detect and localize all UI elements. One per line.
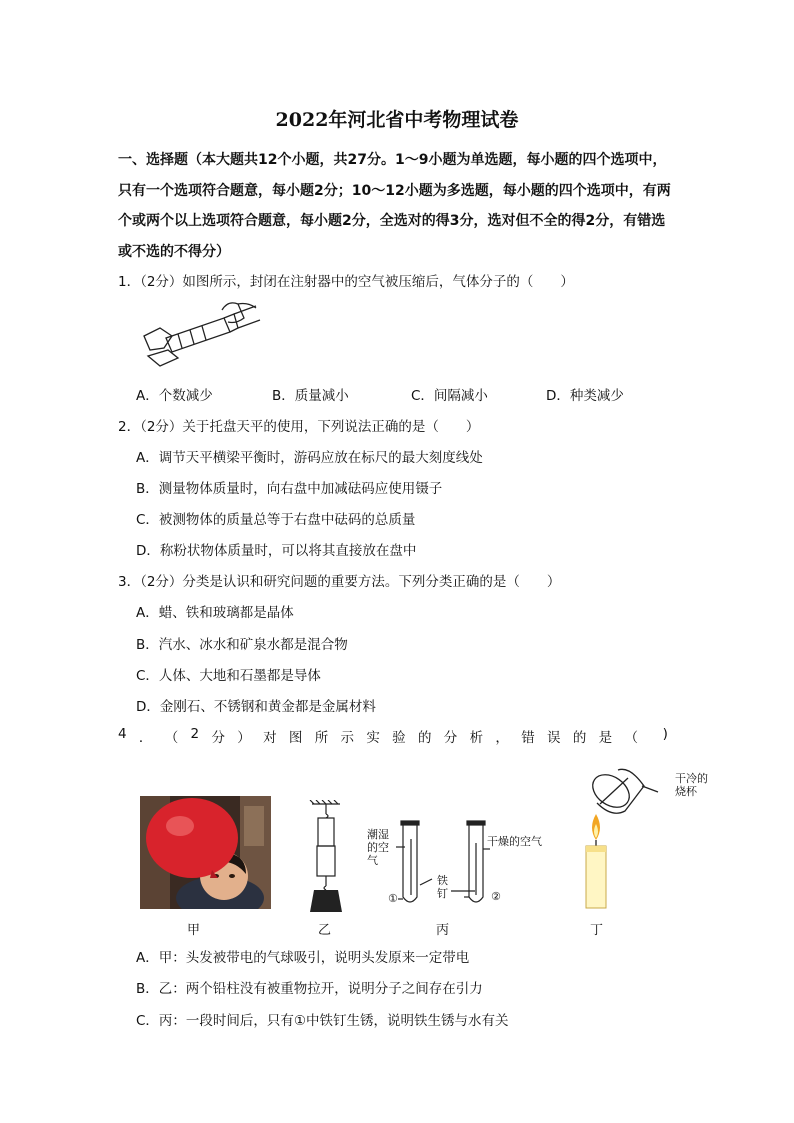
question-1-option-c: C．间隔减小 — [411, 388, 488, 404]
question-3-option-a: A．蜡、铁和玻璃都是晶体 — [136, 605, 294, 621]
humid-air-label: 潮湿的空气 — [367, 828, 389, 867]
q4-stem-char: （ — [624, 730, 638, 746]
question-2-stem: 2．（2分）关于托盘天平的使用，下列说法正确的是（ ） — [118, 419, 480, 435]
question-2-option-c: C．被测物体的质量总等于右盘中砝码的总质量 — [136, 512, 416, 528]
q4-stem-char: 示 — [340, 730, 354, 746]
figure-label-bing: 丙 — [436, 923, 450, 938]
q4-stem-char: 图 — [288, 730, 303, 746]
q4-stem-char: 误 — [547, 730, 561, 746]
question-2-option-b: B．测量物体质量时，向右盘中加减砝码应使用镊子 — [136, 481, 443, 497]
q4-stem-char: 的 — [572, 730, 587, 746]
q4-stem-char: 析 — [469, 730, 484, 746]
question-4-option-b: B．乙：两个铅柱没有被重物拉开，说明分子之间存在引力 — [136, 981, 483, 997]
question-4-option-a: A．甲：头发被带电的气球吸引，说明头发原来一定带电 — [136, 950, 470, 966]
question-3-option-b: B．汽水、冰水和矿泉水都是混合物 — [136, 637, 348, 653]
cold-beaker-label: 干冷的烧杯 — [675, 772, 708, 798]
q4-stem-char: ， — [495, 730, 509, 746]
question-4-option-c: C．丙：一段时间后，只有①中铁钉生锈，说明铁生锈与水有关 — [136, 1013, 509, 1029]
question-3-stem: 3．（2分）分类是认识和研究问题的重要方法。下列分类正确的是（ ） — [118, 574, 561, 590]
q4-stem-char: 错 — [521, 730, 535, 746]
q4-stem-char: 分 — [211, 730, 225, 746]
q4-stem-char: 对 — [263, 730, 277, 746]
q4-stem-char: ） — [237, 730, 251, 746]
tube-2-label: ② — [491, 890, 501, 903]
question-2-option-a: A．调节天平横梁平衡时，游码应放在标尺的最大刻度线处 — [136, 450, 483, 466]
question-3-option-c: C．人体、大地和石墨都是导体 — [136, 668, 321, 684]
candle-beaker-figure — [578, 756, 678, 916]
figure-label-ding: 丁 — [590, 923, 604, 938]
syringe-figure — [138, 298, 263, 370]
test-tubes-figure — [380, 815, 525, 915]
q4-stem-char: 的 — [417, 730, 432, 746]
nail-label: 铁钉 — [437, 874, 448, 900]
question-1-option-d: D．种类减少 — [546, 388, 624, 404]
q4-stem-char: 验 — [392, 730, 406, 746]
dry-air-label: 干燥的空气 — [487, 835, 542, 848]
q4-stem-char: 2 — [190, 726, 200, 742]
question-1-option-a: A．个数减少 — [136, 388, 213, 404]
question-3-option-d: D．金刚石、不锈钢和黄金都是金属材料 — [136, 699, 376, 715]
q4-stem-char: 分 — [443, 730, 458, 746]
q4-stem-char: ． — [138, 730, 153, 746]
lead-columns-figure — [308, 800, 344, 914]
question-1-option-b: B．质量减小 — [272, 388, 349, 404]
question-4-stem — [118, 726, 668, 746]
q4-stem-char: 所 — [314, 730, 329, 746]
question-1-stem: 1．（2分）如图所示，封闭在注射器中的空气被压缩后，气体分子的（ ） — [118, 274, 574, 290]
q4-stem-char: （ — [164, 730, 179, 746]
page-title: 2022年河北省中考物理试卷 — [275, 109, 519, 131]
tube-1-label: ① — [388, 892, 398, 905]
question-2-option-d: D．称粉状物体质量时，可以将其直接放在盘中 — [136, 543, 417, 559]
q4-stem-char: 4 — [118, 726, 127, 742]
q4-stem-char: 是 — [598, 730, 613, 746]
q4-stem-char: 实 — [366, 730, 380, 746]
figure-label-yi: 乙 — [318, 923, 332, 938]
section-heading: 一、选择题（本大题共12个小题，共27分。1～9小题为单选题，每小题的四个选项中，只有一个选项符合题意，每小题2分；10～12小题为多选题，每小题的四个选项中，有两个或两个以上选项符合题意，每小题2分，全选对的得3分，选对但不全的得2分，有错选或不选的不得分） — [118, 152, 671, 260]
q4-stem-char: ) — [662, 726, 668, 742]
figure-label-jia: 甲 — [187, 923, 201, 938]
balloon-photo — [140, 796, 271, 909]
